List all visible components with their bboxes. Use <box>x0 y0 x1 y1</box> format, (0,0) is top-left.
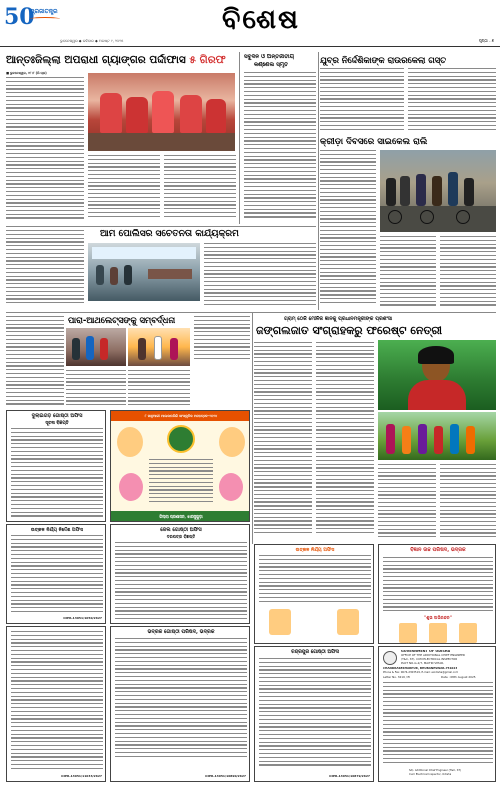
date-line: ଭୁବନେଶ୍ୱର ◆ ରବିବାର ◆ ଅଗଷ୍ଟ ୯, ୨୦୨୫ <box>60 39 124 43</box>
govt-odisha-notice <box>378 646 496 782</box>
govt-signature: Sd/- Additional Chief Engineer (T&C, ST) <box>409 769 461 772</box>
cheating-body <box>244 72 316 222</box>
govt-signature-2: Cum Electrical Inspector, Odisha <box>409 773 452 776</box>
ad5-body <box>11 535 103 615</box>
ad4-portrait-2 <box>429 623 447 643</box>
forest-headline: ଜଙ୍ଗଲଜାତ ସଂଗ୍ରାହକରୁ ଫରେଷ୍ଟ ନେତ୍ରୀ <box>256 324 443 337</box>
ad4-portrait-3 <box>459 623 477 643</box>
ad2-portrait-1 <box>117 427 143 457</box>
youth-body-col2 <box>408 68 496 134</box>
ad2-body <box>149 459 213 505</box>
ad8-body <box>259 658 371 770</box>
forest-kicker: ଗ୍ରାମ୍ ଠେକି ମୌଳିକ ଜ୍ଞାନକୁ ପ୍ରଧାନମନ୍ତ୍ରୀଙ୍କ ପ୍ରଶଂସା <box>284 316 393 322</box>
police-body-col1 <box>6 230 84 308</box>
ad1-title: ଦୁଲାଇଗଡ଼ ଗୋଷ୍ଠୀ ଅଫିସ <box>31 413 83 419</box>
newspaper-logo[interactable] <box>4 4 62 40</box>
ad-bottom-left-body <box>11 631 103 773</box>
logo-brand-name: ପ୍ରଜାତନ୍ତ୍ର <box>30 8 58 15</box>
odisha-emblem-icon <box>383 651 397 665</box>
ad6-oipr: OIPR-13051/10890/2627 <box>205 775 246 779</box>
govt-city: CHANDRASEKHARPUR, BHUBANESWAR-751023 <box>383 667 458 670</box>
ad4-body <box>383 557 493 615</box>
ad4-portrait-1 <box>399 623 417 643</box>
cheating-headline-b: କର୍ଣ୍ଣେଲ ସ୍ମୃତି <box>254 62 289 68</box>
para-body-col3 <box>128 370 190 408</box>
govt-address: PLOT NO-G-2/7, MAITRI VIHAR, <box>401 662 444 665</box>
gang-headline <box>6 54 234 70</box>
govt-heading: GOVERNMENT OF ODISHA <box>401 650 451 653</box>
govt-office: OFFICE OF THE ADDITIONAL CHIEF ENGINEER <box>401 654 465 657</box>
cheating-headline-a: ସବୁଦିନ ଓ ଅନ୍ତର୍ଜାତୀୟ <box>244 54 295 60</box>
ad7-portrait-2 <box>337 609 359 635</box>
ad2-footer: ଜିଲ୍ଲା ପ୍ରଶାସନ, ଝାରସୁଗୁଡ଼ା <box>111 511 250 522</box>
ad-dulaigarh <box>6 410 106 522</box>
ad-festival-poster <box>110 410 250 522</box>
ad-jail-office <box>110 524 250 624</box>
ad2-portrait-4 <box>219 473 243 501</box>
para-body-col2 <box>66 370 126 408</box>
ad7-body <box>259 555 371 605</box>
ad2-portrait-3 <box>119 473 143 501</box>
gang-dateline: ■ ଭୁବନେଶ୍ୱର, ୧୮।୮ (ନି.ପ୍ର) <box>6 71 47 75</box>
ad4-highlight: "ଶୁଭ ଅଭିନନ୍ଦନ" <box>424 615 452 620</box>
forest-body-col1 <box>254 342 312 540</box>
sports-body-col3 <box>440 236 496 310</box>
youth-body-col1 <box>320 68 404 134</box>
ad3-title: ଜେଲ ଗୋଷ୍ଠୀ ଅଫିସ <box>160 527 202 533</box>
ad-left-notice <box>6 524 106 624</box>
govt-contact: Phone & Fax: 0674-2303519, E-mail: eiodisha@gmail.com <box>383 671 459 674</box>
ad1-body <box>11 428 103 520</box>
ad6-body <box>115 638 247 762</box>
para-athletes-photo <box>66 328 126 366</box>
forest-body-col2 <box>316 342 374 540</box>
ad7-portrait-1 <box>269 609 291 635</box>
gang-headline-text: ଆନ୍ତଃଜିଲ୍ଲା ଅପରାଧୀ ଗ୍ୟାଙ୍ଗର ପର୍ଦ୍ଦାଫାସ <box>6 54 186 66</box>
ad3-body <box>115 542 247 622</box>
gang-body-col2 <box>88 155 160 223</box>
govt-office-2: (T&C, ST), CUM ELECTRICAL INSPECTOR <box>401 658 458 661</box>
masthead-rule <box>0 46 500 47</box>
sports-body-col1 <box>320 150 376 310</box>
gang-seized-goods-photo <box>88 73 235 151</box>
gang-body-col1 <box>6 77 84 222</box>
ad2-banner: ୮ ଜାନୁଆରୀ ମାଲକାନଗିରି ସାଂସ୍କୃତିକ ମହୋତ୍ସବ-୨୦୨୪ <box>111 411 250 421</box>
ad-chandrapur <box>254 646 374 782</box>
ad-bottom-left-oipr: OIPR-13051/11033/2627 <box>61 775 102 779</box>
police-headline: ଆମ ପୋଲିସର ସଚେତନତା କାର୍ଯ୍ୟକ୍ରମ <box>100 229 239 239</box>
police-meeting-photo <box>88 243 200 301</box>
cheating-story-box <box>239 52 317 224</box>
ad-bhadrak-council <box>110 626 250 782</box>
logo-swoosh-icon <box>30 17 60 21</box>
ad-science-council <box>378 544 496 644</box>
section-title: ବିଶେଷ <box>222 4 300 35</box>
ad2-portrait-2 <box>219 427 245 457</box>
ad5-oipr: OIPR-13051/1050/2627 <box>63 617 102 621</box>
forest-leader-portrait <box>378 340 496 410</box>
para-body-col1 <box>6 316 64 408</box>
gang-body-col3 <box>164 155 236 223</box>
ad1-subtitle: ସୂଚନା ବିଜ୍ଞପ୍ତି <box>45 421 69 426</box>
gang-headline-count: ୫ ଗିରଫ <box>189 54 226 66</box>
sports-body-col2 <box>380 236 436 310</box>
sports-headline: କ୍ରୀଡ଼ା ଦିବସରେ ସାଇକେଲ ରାଲି <box>320 137 428 147</box>
masthead <box>0 0 500 48</box>
ad8-title: ଚନ୍ଦ୍ରପୁର ଗୋଷ୍ଠୀ ଅଫିସ <box>291 650 339 655</box>
forest-body-col3 <box>378 464 436 540</box>
para-body-col4 <box>194 316 250 362</box>
para-headline: ପାରା-ଆଥଲେଟ୍ସଙ୍କୁ ସମ୍ବର୍ଦ୍ଧନା <box>68 315 176 325</box>
forest-group-photo <box>378 412 496 460</box>
ad5-title: ଉତ୍କଳ ନିର୍ଯ୍ୟ ନିର୍ଦ୍ଦେଶ ଅଫିସ <box>30 528 84 533</box>
ad2-emblem <box>167 425 195 453</box>
govt-date: Date : 08th August 2025 <box>441 676 476 679</box>
ad7-title: ଉତ୍କଳ ନିର୍ଯ୍ୟ ଅଫିସ <box>295 548 335 553</box>
page-number: ପୃଷ୍ଠା - ୭ <box>478 38 494 43</box>
ad8-oipr: OIPR-13051/10879/2627 <box>329 775 370 779</box>
para-felicitation-photo <box>128 328 190 366</box>
govt-letter: Letter No. 3219 / EI <box>383 676 411 679</box>
ad-central-notice <box>254 544 374 644</box>
cycle-rally-photo <box>380 150 496 232</box>
ad6-title: ଭଦ୍ରକ ଗୋଷ୍ଠୀ ପରିଷଦ, ଭଦ୍ରକ <box>147 629 215 635</box>
ad3-subtitle: ଦରପତ୍ର ବିଜ୍ଞପ୍ତି <box>166 534 196 539</box>
ad-bottom-left <box>6 626 106 782</box>
ad4-title: ବିଜ୍ଞାନ ଉଚ୍ଚ ପରିଷଦ, ଭଦ୍ରକ <box>410 547 466 553</box>
logo-anniversary-number: 50 <box>4 4 35 30</box>
youth-headline: ଯୁବ୍ର ନିର୍ଦ୍ଦେଶିକାଙ୍କ ରାଉରକେଲା ଗସ୍ତ <box>320 55 447 65</box>
forest-body-col4 <box>440 464 496 540</box>
police-body-col2 <box>204 243 316 307</box>
govt-body <box>383 682 493 766</box>
